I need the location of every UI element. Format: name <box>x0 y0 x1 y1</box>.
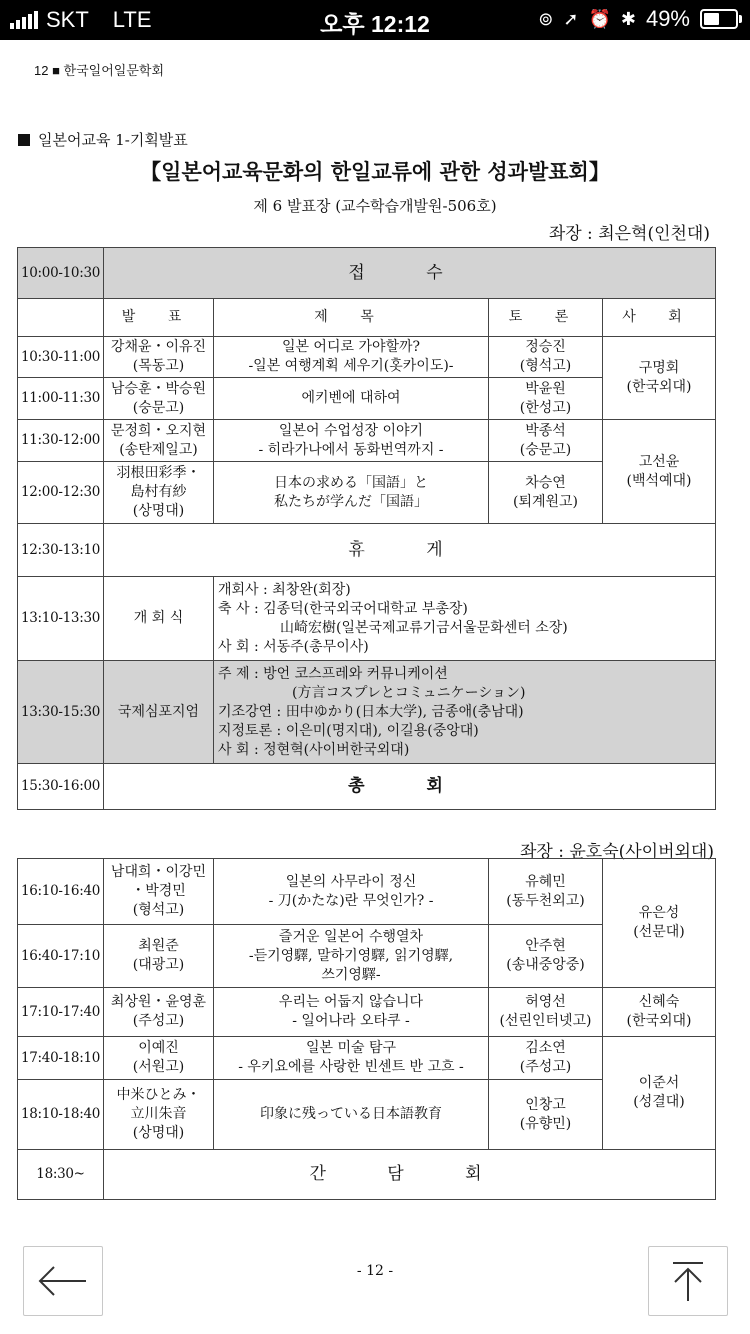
battery-percent: 49% <box>645 6 690 31</box>
discussant-cell: 차승연 (퇴계원고) <box>489 462 603 524</box>
opening-row <box>18 577 716 661</box>
table-row <box>18 337 716 378</box>
title-cell: 日本の求める「国語」と 私たちが学んだ「国語」 <box>214 462 489 524</box>
opening-details: 개회사 : 최창완(회장) 축 사 : 김종덕(한국외국어대학교 부총장) 山崎宏樹(일본국제교류기금서울문화센터 소장) 사 회 : 서동주(총무이사) <box>214 577 716 661</box>
carrier: SKT <box>46 7 89 32</box>
venue-subtitle: 제 6 발표장 (교수학습개발원-506호) <box>253 197 497 215</box>
presenter-cell: 남승훈・박승원 (숭문고) <box>104 378 214 420</box>
header-title: 제 목 <box>214 299 489 337</box>
title-cell: 일본의 사무라이 정신 - 刀(かたな)란 무엇인가? - <box>214 859 489 925</box>
time-cell: 12:00-12:30 <box>18 462 104 524</box>
chair-label-2: 좌장 : 윤호숙(사이버외대) <box>519 842 714 862</box>
presenter-cell: 남대희・이강민 ・박경민 (형석고) <box>104 859 214 925</box>
title-cell: 일본 미술 탐구 - 우키요에를 사랑한 빈센트 반 고흐 - <box>214 1037 489 1080</box>
presenter-cell: 羽根田彩季・ 島村有紗 (상명대) <box>104 462 214 524</box>
time-cell: 12:30-13:10 <box>18 524 104 577</box>
arrow-up-to-top-icon <box>649 1247 727 1315</box>
time-cell: 13:30-15:30 <box>18 661 104 764</box>
scroll-to-top-button[interactable] <box>648 1246 728 1316</box>
break-row <box>18 524 716 577</box>
time-cell: 18:30~ <box>18 1150 104 1200</box>
time-cell: 15:30-16:00 <box>18 764 104 810</box>
table-row <box>18 1037 716 1080</box>
break-label: 휴 게 <box>104 524 716 577</box>
time-cell: 10:30-11:00 <box>18 337 104 378</box>
time-cell: 17:40-18:10 <box>18 1037 104 1080</box>
title-cell: 즐거운 일본어 수행열차 -듣기영驛, 말하기영驛, 읽기영驛, 쓰기영驛- <box>214 925 489 988</box>
time-cell: 11:00-11:30 <box>18 378 104 420</box>
moderator-cell: 구명회 (한국외대) <box>603 337 716 420</box>
square-bullet-icon <box>18 134 30 146</box>
discussant-cell: 허영선 (선린인터넷고) <box>489 988 603 1037</box>
header-presenter: 발 표 <box>104 299 214 337</box>
status-bar <box>0 0 750 40</box>
page-header: 12 ■ 한국일어일문학회 <box>34 63 164 78</box>
opening-label: 개 회 식 <box>104 577 214 661</box>
battery-icon <box>700 9 738 29</box>
moderator-cell: 이준서 (성결대) <box>603 1037 716 1150</box>
title-cell: 일본어 수업성장 이야기 - 히라가나에서 동화번역까지 - <box>214 420 489 462</box>
reception-label: 접 수 <box>104 248 716 299</box>
time-cell: 16:10-16:40 <box>18 859 104 925</box>
table-row <box>18 420 716 462</box>
schedule-table-1 <box>17 247 716 810</box>
time-cell: 16:40-17:10 <box>18 925 104 988</box>
title-cell: 우리는 어둡지 않습니다 - 일어나라 오타쿠 - <box>214 988 489 1037</box>
symposium-row <box>18 661 716 764</box>
time-cell: 11:30-12:00 <box>18 420 104 462</box>
header-discussant: 토 론 <box>489 299 603 337</box>
moderator-cell: 유은성 (선문대) <box>603 859 716 988</box>
page-number: - 12 - <box>356 1263 394 1279</box>
table-row <box>18 859 716 925</box>
header-row <box>18 299 716 337</box>
discussant-cell: 박종석 (숭문고) <box>489 420 603 462</box>
discussant-cell: 박윤원 (한성고) <box>489 378 603 420</box>
title-cell: 에키벤에 대하여 <box>214 378 489 420</box>
rotation-lock-icon: ⊚ <box>538 8 554 29</box>
symposium-label: 국제심포지엄 <box>104 661 214 764</box>
presenter-cell: 문정희・오지현 (송탄제일고) <box>104 420 214 462</box>
general-meeting-row <box>18 764 716 810</box>
social-row <box>18 1150 716 1200</box>
section-label: 일본어교육 1-기획발표 <box>18 129 188 150</box>
discussant-cell: 정승진 (형석고) <box>489 337 603 378</box>
alarm-icon: ⏰ <box>588 8 611 29</box>
discussant-cell: 인창고 (유향민) <box>489 1080 603 1150</box>
presenter-cell: 최원준 (대광고) <box>104 925 214 988</box>
title-cell: 일본 어디로 가야할까? -일본 여행계획 세우기(홋카이도)- <box>214 337 489 378</box>
network-type: LTE <box>112 7 152 32</box>
page-title: 【일본어교육문화의 한일교류에 관한 성과발표회】 <box>140 159 610 184</box>
title-cell: 印象に残っている日本語教育 <box>214 1080 489 1150</box>
arrow-left-icon <box>24 1247 102 1315</box>
time-cell: 18:10-18:40 <box>18 1080 104 1150</box>
schedule-table-2 <box>17 858 716 1200</box>
presenter-cell: 이예진 (서원고) <box>104 1037 214 1080</box>
time-cell: 10:00-10:30 <box>18 248 104 299</box>
presenter-cell: 中米ひとみ・ 立川朱音 (상명대) <box>104 1080 214 1150</box>
location-icon: ➚ <box>563 8 579 29</box>
chair-label-1: 좌장 : 최은혁(인천대) <box>548 224 710 244</box>
bluetooth-icon: ✱ <box>620 8 636 29</box>
discussant-cell: 김소연 (주성고) <box>489 1037 603 1080</box>
time-cell: 17:10-17:40 <box>18 988 104 1037</box>
presenter-cell: 강채윤・이유진 (목동고) <box>104 337 214 378</box>
discussant-cell: 유혜민 (동두천외고) <box>489 859 603 925</box>
reception-row <box>18 248 716 299</box>
social-label: 간 담 회 <box>104 1150 716 1200</box>
back-button[interactable] <box>23 1246 103 1316</box>
general-meeting-label: 총 회 <box>104 764 716 810</box>
header-moderator: 사 회 <box>603 299 716 337</box>
symposium-details: 주 제 : 방언 코스프레와 커뮤니케이션 (方言コスプレとコミュニケーション) 기조강연 : 田中ゆかり(日本大学), 금종애(충남대) 지정토론 : 이은미(명지대), 이길용(중앙대) 사 회 : 정현혁(사이버한국외대) <box>214 661 716 764</box>
discussant-cell: 안주현 (송내중앙중) <box>489 925 603 988</box>
clock: 오후 12:12 <box>320 11 430 37</box>
presenter-cell: 최상원・윤영훈 (주성고) <box>104 988 214 1037</box>
table-row <box>18 988 716 1037</box>
moderator-cell: 신혜숙 (한국외대) <box>603 988 716 1037</box>
time-cell: 13:10-13:30 <box>18 577 104 661</box>
moderator-cell: 고선윤 (백석예대) <box>603 420 716 524</box>
